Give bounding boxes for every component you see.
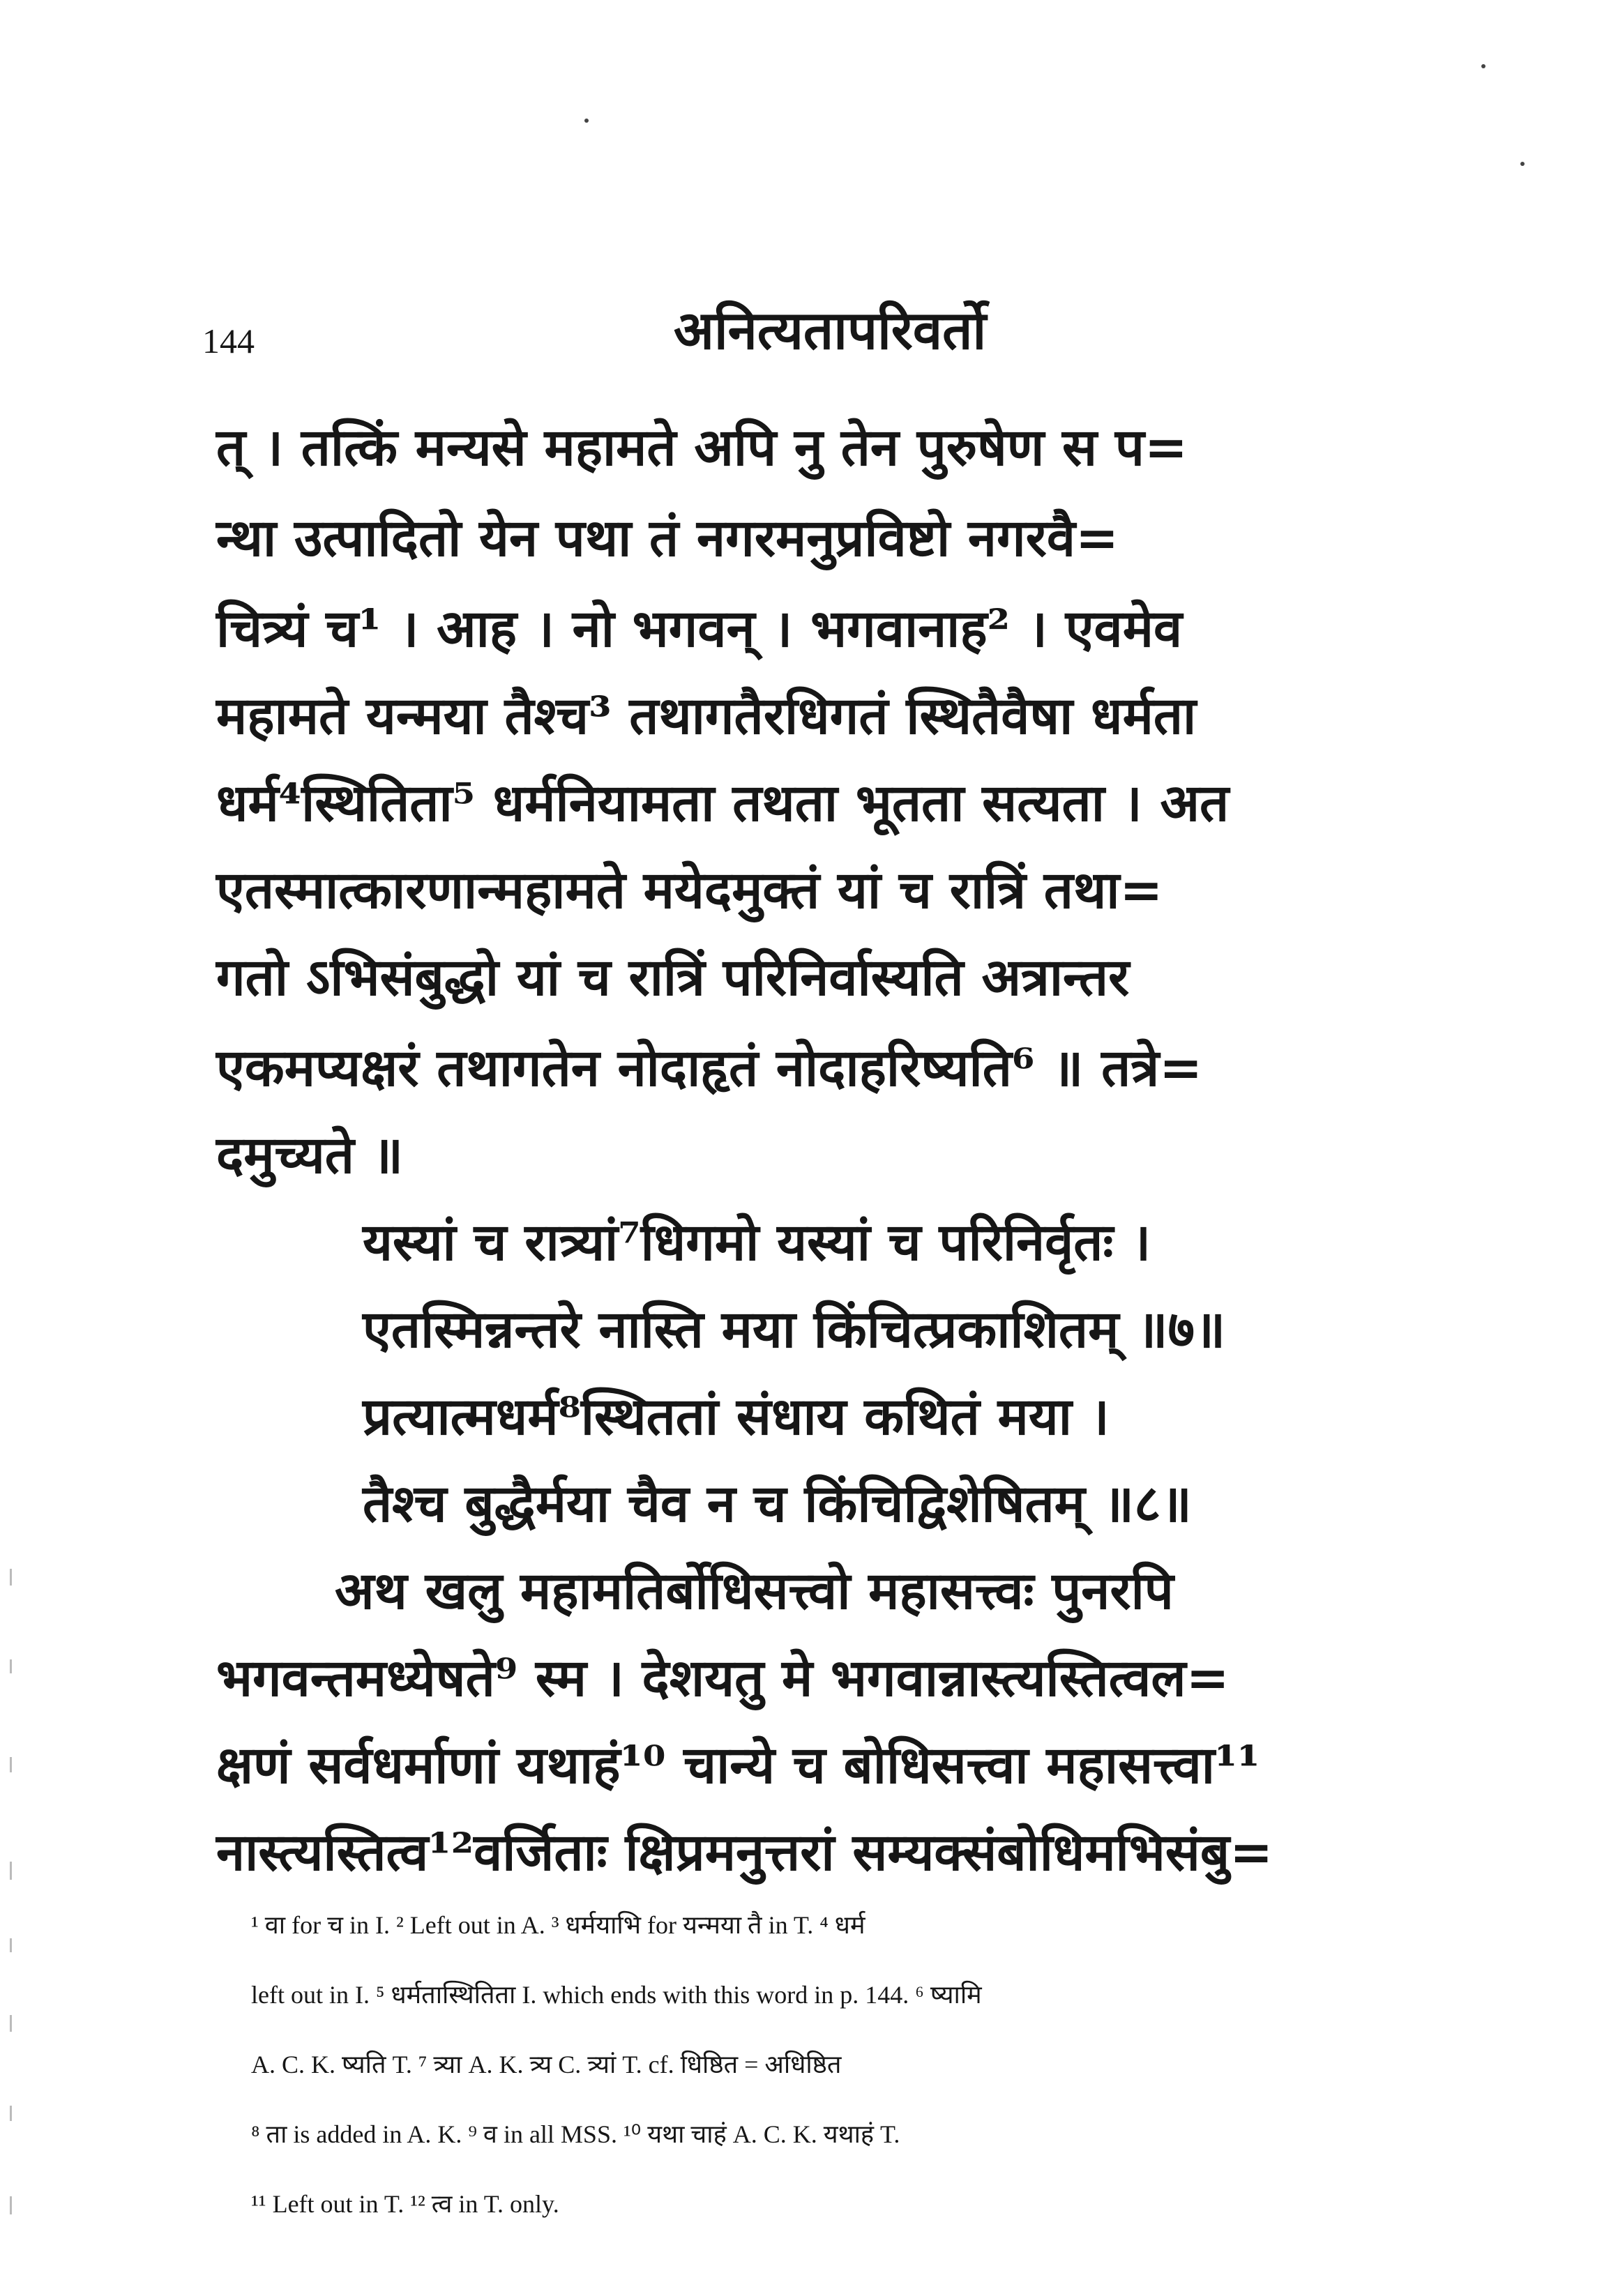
text-line: क्षणं सर्वधर्माणां यथाहं¹⁰ चान्ये च बोधिसत्त्वा महासत्त्वा¹¹	[216, 1735, 1260, 1795]
verse-line: प्रत्यात्मधर्म⁸स्थिततां संधाय कथितं मया ।	[363, 1387, 1110, 1447]
verse-line: तैश्च बुद्धैर्मया चैव न च किंचिद्विशेषितम् ॥८॥	[363, 1474, 1192, 1534]
text-line: दमुच्यते ॥	[216, 1125, 404, 1185]
scan-speck	[584, 119, 589, 123]
text-line: एकमप्यक्षरं तथागतेन नोदाहृतं नोदाहरिष्यति⁶ ॥ तत्रे=	[216, 1038, 1203, 1098]
text-line: न्था उत्पादितो येन पथा तं नगरमनुप्रविष्टो नगरवै=	[216, 508, 1119, 568]
page-header	[202, 279, 1458, 370]
margin-mark	[10, 1569, 12, 1586]
text-line: अथ खलु महामतिर्बोधिसत्त्वो महासत्त्वः पुनरपि	[335, 1561, 1174, 1621]
running-title: अनित्यतापरिवर्तो	[673, 299, 987, 361]
text-line: गतो ऽभिसंबुद्धो यां च रात्रिं परिनिर्वास्यति अत्रान्तर	[216, 948, 1130, 1008]
footnote-line: A. C. K. ष्यति T. ⁷ त्र्या A. K. त्र्य C. त्र्यां T. cf. धिष्ठित = अधिष्ठित	[251, 2051, 842, 2078]
footnote-line: ¹ वा for च in I. ² Left out in A. ³ धर्मयाभि for यन्मया तै in T. ⁴ धर्म	[251, 1911, 865, 1939]
footnote-line: ⁸ ता is added in A. K. ⁹ व in all MSS. ¹⁰ यथा चाहं A. C. K. यथाहं T.	[251, 2120, 900, 2148]
margin-mark	[10, 2196, 12, 2214]
scan-speck	[1520, 162, 1525, 166]
margin-mark	[10, 1659, 12, 1673]
text-line: एतस्मात्कारणान्महामते मयेदमुक्तं यां च रात्रिं तथा=	[216, 860, 1163, 920]
margin-mark	[10, 1862, 12, 1880]
text-line: चित्र्यं च¹ । आह । नो भगवन् । भगवानाह² । एवमेव	[216, 599, 1183, 659]
verse-line: यस्यां च रात्र्यां⁷धिगमो यस्यां च परिनिर्वृतः ।	[363, 1212, 1151, 1272]
margin-mark	[10, 2106, 12, 2121]
footnote-line: ¹¹ Left out in T. ¹² त्व in T. only.	[251, 2190, 559, 2218]
margin-mark	[10, 1757, 12, 1772]
page-number: 144	[202, 321, 255, 360]
verse-line: एतस्मिन्नन्तरे नास्ति मया किंचित्प्रकाशितम् ॥७॥	[363, 1300, 1226, 1360]
text-line: महामते यन्मया तैश्च³ तथागतैरधिगतं स्थितैवैषा धर्मता	[216, 686, 1197, 746]
text-line: धर्म⁴स्थितिता⁵ धर्मनियामता तथता भूतता सत्यता । अत	[216, 773, 1230, 833]
text-line: नास्त्यस्तित्व¹²वर्जिताः क्षिप्रमनुत्तरां सम्यक्संबोधिमभिसंबु=	[216, 1823, 1273, 1883]
footnote-line: left out in I. ⁵ धर्मतास्थितिता I. which ends with this word in p. 144. ⁶ ष्यामि	[251, 1981, 982, 2009]
scan-speck	[1481, 64, 1485, 68]
text-line: भगवन्तमध्येषते⁹ स्म । देशयतु मे भगवान्नास्त्यस्तित्वल=	[216, 1648, 1230, 1708]
text-line: त् । तत्किं मन्यसे महामते अपि नु तेन पुरुषेण स प=	[216, 418, 1188, 478]
margin-mark	[10, 1938, 12, 1952]
margin-mark	[10, 2015, 12, 2032]
